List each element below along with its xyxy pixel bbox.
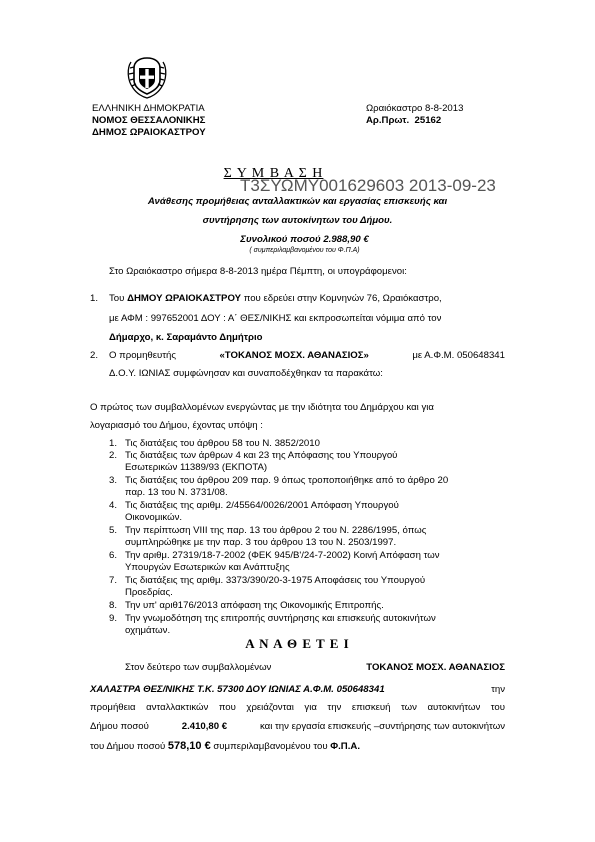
- provision-5-line-2: συμπληρώθηκε με την παρ. 3 του άρθρου 13 του Ν. 2503/1997.: [125, 537, 397, 548]
- provision-1-line-1: Τις διατάξεις του άρθρου 58 του Ν. 3852/2010: [125, 438, 320, 449]
- subtitle-line-2: συντήρησης των αυτοκίνητων του Δήμου.: [202, 215, 393, 226]
- award-parts-prefix: Δήμου ποσού: [90, 721, 149, 732]
- award-labor-prefix: του Δήμου ποσού: [90, 741, 166, 752]
- total-note: ( συμπεριλαμβανομένου του Φ.Π.Α): [249, 247, 360, 254]
- provision-3-line-2: παρ. 13 του Ν. 3731/08.: [125, 487, 228, 498]
- party1-mayor: Δήμαρχο, κ. Σαραμάντο Δημήτριο: [109, 332, 263, 343]
- party2-number: 2.: [90, 350, 99, 361]
- award-vat-label: Φ.Π.Α.: [330, 741, 360, 752]
- award-line-3: προμήθεια ανταλλακτικών που χρειάζονται για την επισκευή των αυτοκινήτων του: [90, 702, 505, 713]
- party1-line-2: με ΑΦΜ : 997652001 ΔΟΥ : Α΄ ΘΕΣ/ΝΙΚΗΣ και εκπροσωπείται νόμιμα από τον: [109, 313, 442, 324]
- award-parts-amount: 2.410,80 €: [181, 721, 228, 732]
- award-vat-text: συμπεριλαμβανομένου του: [213, 741, 328, 752]
- party1-number: 1.: [90, 293, 99, 304]
- award-contractor-address: ΧΑΛΑΣΤΡΑ ΘΕΣ/ΝΙΚΗΣ Τ.Κ. 57300 ΔΟΥ ΙΩΝΙΑΣ Α.Φ.Μ. 050648341: [90, 684, 385, 695]
- provision-3-line-1: Τις διατάξεις του άρθρου 209 παρ. 9 όπως τροποποιήθηκε από το άρθρο 20: [125, 475, 449, 486]
- provision-9-number: 9.: [109, 613, 118, 624]
- award-line-5: [90, 740, 360, 753]
- subtitle-line-1: Ανάθεσης προμήθειας ανταλλακτικών και εργασίας επισκευής και: [147, 196, 448, 207]
- provision-9-line-2: οχημάτων.: [125, 625, 171, 636]
- header-left-line-2: ΝΟΜΟΣ ΘΕΣΣΑΛΟΝΙΚΗΣ: [92, 115, 206, 126]
- header-left-line-3: ΔΗΜΟΣ ΩΡΑΙΟΚΑΣΤΡΟΥ: [92, 127, 206, 138]
- award-line-4: [90, 721, 505, 733]
- first-party-line-2: λογαριασμό του Δήμου, έχοντας υπόψη :: [90, 420, 263, 431]
- award-prefix: Στον δεύτερο των συμβαλλομένων: [125, 662, 272, 673]
- provision-3-number: 3.: [109, 475, 118, 486]
- provision-1-number: 1.: [109, 438, 118, 449]
- award-labor-text: και την εργασία επισκευής –συντήρησης των αυτοκινήτων: [259, 721, 505, 732]
- provision-6-number: 6.: [109, 550, 118, 561]
- total-amount: Συνολικού ποσού 2.988,90 €: [240, 234, 369, 245]
- award-line-1: [125, 662, 505, 674]
- provision-5-number: 5.: [109, 525, 118, 536]
- header-left-line-1: ΕΛΛΗΝΙΚΗ ΔΗΜΟΚΡΑΤΙΑ: [92, 103, 205, 114]
- provision-9-line-1: Την γνωμοδότηση της επιτροπής συντήρησης και επισκευής αυτοκινήτων: [125, 613, 436, 624]
- provision-4-line-1: Τις διατάξεις της αριθμ. 2/45564/0026/2001 Απόφαση Υπουργού: [125, 500, 399, 511]
- award-line-2: [90, 684, 505, 696]
- provision-6-line-1: Την αριθμ. 27319/18-7-2002 (ΦΕΚ 945/Β'/24-7-2002) Κοινή Απόφαση των: [125, 550, 440, 561]
- provision-4-line-2: Οικονομικών.: [125, 512, 183, 523]
- document-title: Σ Υ Μ Β Α Σ Η: [223, 166, 324, 181]
- party1-line-1: [109, 293, 442, 305]
- first-party-line-1: Ο πρώτος των συμβαλλομένων ενεργώντας με την ιδιότητα του Δημάρχου και για: [90, 402, 434, 413]
- party2-supplier: «ΤΟΚΑΝΟΣ ΜΟΣΧ. ΑΘΑΝΑΣΙΟΣ»: [219, 350, 369, 361]
- party2-line-1: [109, 350, 505, 362]
- protocol-number: [366, 115, 441, 127]
- provision-7-number: 7.: [109, 575, 118, 586]
- provision-2-number: 2.: [109, 450, 118, 461]
- registry-stamp: Τ3ΣΥΩΜΥ001629603 2013-09-23: [240, 176, 496, 195]
- provision-7-line-2: Προεδρίας.: [125, 587, 173, 598]
- protocol-label: Αρ.Πρωτ.: [366, 115, 410, 126]
- party1-prefix: Του: [109, 293, 125, 304]
- party1-address: που εδρεύει στην Κομνηνών 76, Ωραιόκαστρο,: [243, 293, 442, 304]
- party2-afm: με Α.Φ.Μ. 050648341: [412, 350, 505, 361]
- provision-8-number: 8.: [109, 600, 118, 611]
- provision-7-line-1: Τις διατάξεις της αριθμ. 3373/390/20-3-1975 Αποφάσεις του Υπουργού: [125, 575, 426, 586]
- intro-line: Στο Ωραιόκαστρο σήμερα 8-8-2013 ημέρα Πέμπτη, οι υπογράφομενοι:: [109, 266, 407, 277]
- provision-2-line-2: Εσωτερικών 11389/93 (ΕΚΠΟΤΑ): [125, 462, 268, 473]
- provision-5-line-1: Την περίπτωση VIII της παρ. 13 του άρθρου 2 του Ν. 2286/1995, όπως: [125, 525, 427, 536]
- party2-line-2: Δ.Ο.Υ. ΙΩΝΙΑΣ συμφώνησαν και συναποδέχθηκαν τα παρακάτω:: [109, 368, 383, 379]
- party1-municipality: ΔΗΜΟΥ ΩΡΑΙΟΚΑΣΤΡΟΥ: [127, 293, 242, 304]
- party2-prefix: Ο προμηθευτής: [109, 350, 177, 361]
- provision-6-line-2: Υπουργών Εσωτερικών και Ανάπτυξης: [125, 562, 290, 573]
- provision-8-line-1: Την υπ' αριθ176/2013 απόφαση της Οικονομικής Επιτροπής.: [125, 600, 384, 611]
- award-labor-amount: 578,10 €: [167, 740, 211, 752]
- award-heading: Α Ν Α Θ Ε Τ Ε Ι: [245, 636, 350, 651]
- protocol-value: 25162: [414, 115, 442, 126]
- award-contractor: ΤΟΚΑΝΟΣ ΜΟΣΧ. ΑΘΑΝΑΣΙΟΣ: [366, 662, 505, 673]
- place-date: Ωραιόκαστρο 8-8-2013: [366, 103, 464, 114]
- greek-coat-of-arms-icon: [125, 54, 169, 100]
- award-line-2-end: την: [491, 684, 505, 695]
- provision-4-number: 4.: [109, 500, 118, 511]
- provision-2-line-1: Τις διατάξεις των άρθρων 4 και 23 της Απόφασης του Υπουργού: [125, 450, 398, 461]
